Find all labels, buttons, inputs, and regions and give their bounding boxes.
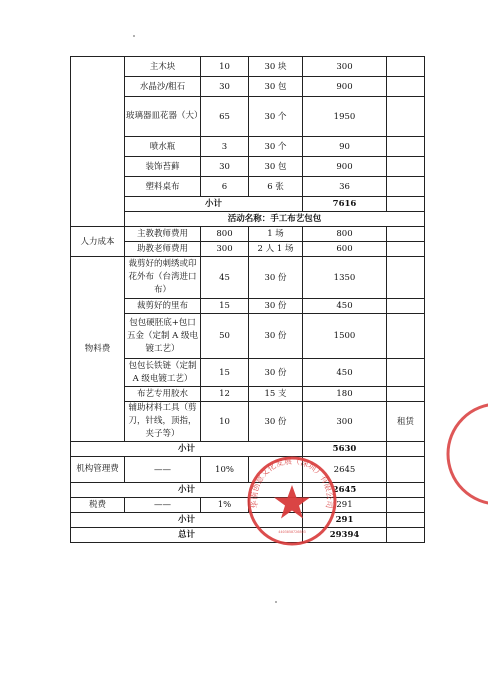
total-amount: 29394 [303,528,387,543]
item-name: 包包长铁链（定制 A 级电镀工艺） [125,359,201,387]
item-note [387,97,425,137]
item-name: 裁剪好的里布 [125,299,201,314]
item-note [387,442,425,457]
table-row [71,97,425,137]
item-name: 布艺专用胶水 [125,387,201,402]
svg-text:4403050726803: 4403050726803 [278,530,306,534]
item-qty: 30 份 [249,359,303,387]
item-amount: 900 [303,157,387,177]
item-amount: 900 [303,77,387,97]
item-price: 50 [201,314,249,359]
category-label: 人力成本 [71,227,125,257]
activity-title-row [71,212,425,227]
item-price: 12 [201,387,249,402]
subtotal-amount: 7616 [303,197,387,212]
table-row [71,137,425,157]
item-qty: 30 包 [249,77,303,97]
item-note: 租赁 [387,402,425,442]
table-row [71,402,425,442]
subtotal-label: 小计 [71,442,303,457]
item-name: 包包硬胚底+包口五金（定制 A 级电镀工艺） [125,314,201,359]
item-rate: 10% [201,457,249,483]
item-price: 65 [201,97,249,137]
item-price: 6 [201,177,249,197]
item-note [387,137,425,157]
item-qty: 30 包 [249,157,303,177]
item-qty: 30 份 [249,314,303,359]
item-amount: 291 [303,498,387,513]
item-name: 水晶沙/粗石 [125,77,201,97]
item-note [387,528,425,543]
item-amount: 1350 [303,257,387,299]
item-price: 3 [201,137,249,157]
item-qty: 2 人 1 场 [249,242,303,257]
item-note [387,77,425,97]
table-row [71,227,425,242]
item-note [387,359,425,387]
item-note [387,257,425,299]
total-label: 总计 [71,528,303,543]
item-qty: 30 份 [249,402,303,442]
item-price: 30 [201,157,249,177]
category-label: 物料费 [71,257,125,442]
table-row [71,387,425,402]
category-label: 机构管理费 [71,457,125,483]
item-amount: 450 [303,359,387,387]
item-qty: 30 块 [249,57,303,77]
item-amount: 450 [303,299,387,314]
item-name: 主教教师费用 [125,227,201,242]
item-amount: 180 [303,387,387,402]
item-rate: 1% [201,498,249,513]
item-amount: 800 [303,227,387,242]
category-cell-empty [71,57,125,227]
table-row [71,359,425,387]
table-row [71,57,425,77]
item-note [387,157,425,177]
item-name: 裁剪好的刺绣或印花外布（台湾进口布） [125,257,201,299]
item-note [387,57,425,77]
item-name: 主木块 [125,57,201,77]
item-name: 塑料桌布 [125,177,201,197]
activity-title: 活动名称：手工布艺包包 [125,212,425,227]
item-amount: 600 [303,242,387,257]
item-note [387,513,425,528]
item-qty: 30 份 [249,257,303,299]
item-qty: 15 支 [249,387,303,402]
company-seal [246,455,338,547]
item-note [387,227,425,242]
table-row [71,177,425,197]
table-row [71,299,425,314]
item-dash: —— [125,498,201,513]
item-amount: 300 [303,57,387,77]
item-price: 30 [201,77,249,97]
scan-speck [275,601,277,603]
item-qty: 30 个 [249,137,303,157]
item-price: 45 [201,257,249,299]
svg-text:华南创意文化发展（深圳）有限公司: 华南创意文化发展（深圳）有限公司 [249,456,335,510]
item-qty: 6 张 [249,177,303,197]
item-note [387,197,425,212]
item-note [387,177,425,197]
subtotal-amount: 5630 [303,442,387,457]
item-amount: 36 [303,177,387,197]
item-qty: 30 份 [249,299,303,314]
item-amount: 90 [303,137,387,157]
item-name: 辅助材料工具（剪刀，针线，顶指，夹子等） [125,402,201,442]
item-name: 装饰苔藓 [125,157,201,177]
table-row [71,314,425,359]
item-note [387,242,425,257]
subtotal-label: 小计 [71,513,303,528]
subtotal-row [71,197,425,212]
item-qty: 1 场 [249,227,303,242]
item-note [387,483,425,498]
item-amount: 1500 [303,314,387,359]
item-name: 玻璃器皿花器（大） [125,97,201,137]
item-price: 15 [201,299,249,314]
item-dash: —— [125,457,201,483]
item-note [387,387,425,402]
item-price: 15 [201,359,249,387]
subtotal-amount: 291 [303,513,387,528]
table-row [71,257,425,299]
subtotal-label: 小计 [71,483,303,498]
table-row [71,77,425,97]
table-row [71,242,425,257]
item-note [387,314,425,359]
item-note [387,299,425,314]
subtotal-amount: 2645 [303,483,387,498]
scan-speck [133,35,135,37]
item-qty: 30 个 [249,97,303,137]
category-label: 税费 [71,498,125,513]
item-note [387,498,425,513]
item-note [387,457,425,483]
item-name: 助教老师费用 [125,242,201,257]
table-row [71,157,425,177]
item-price: 300 [201,242,249,257]
item-amount: 2645 [303,457,387,483]
item-amount: 1950 [303,97,387,137]
item-price: 10 [201,402,249,442]
item-price: 10 [201,57,249,77]
subtotal-label: 小计 [125,197,303,212]
item-price: 800 [201,227,249,242]
seal-partial-edge [442,398,488,510]
item-name: 喷水瓶 [125,137,201,157]
item-amount: 300 [303,402,387,442]
